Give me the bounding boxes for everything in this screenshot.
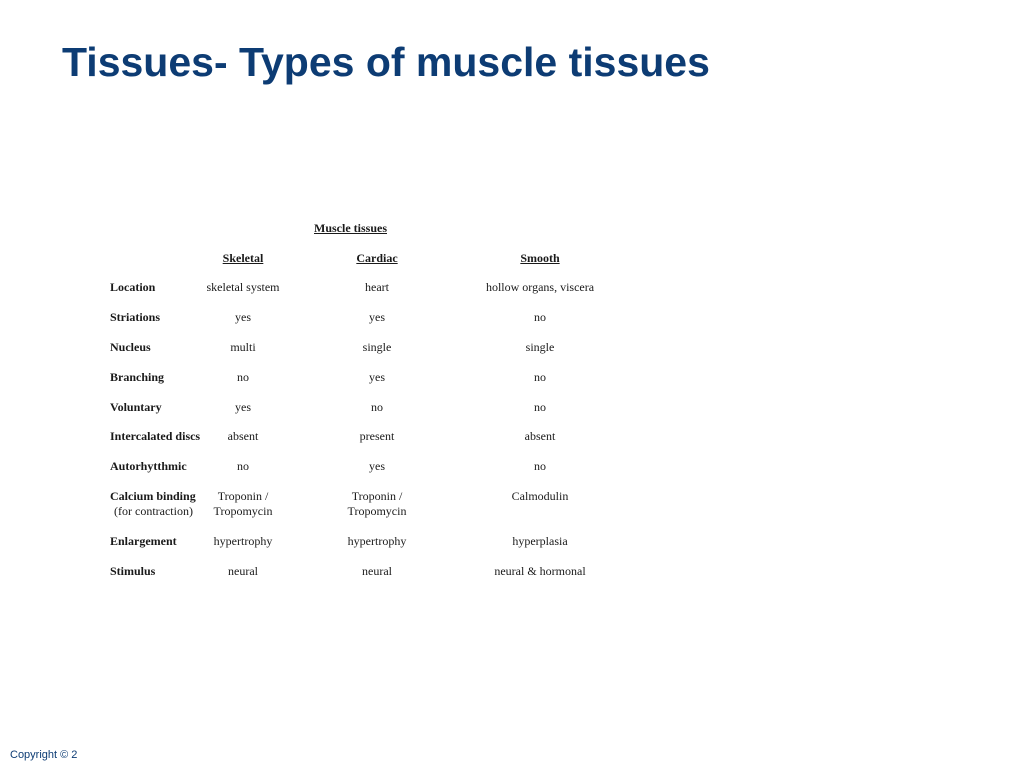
row-label-text: Voluntary: [110, 400, 162, 414]
row-label-autorhytthmic: [110, 459, 187, 474]
cell-branching-smooth: no: [534, 370, 546, 384]
cell-voluntary-skeletal: yes: [235, 400, 251, 414]
table-heading: Muscle tissues: [314, 221, 387, 235]
cell-calcium-binding-skeletal: Troponin / Tropomycin: [213, 489, 273, 518]
cell-voluntary-cardiac: no: [371, 400, 383, 414]
cell-voluntary-smooth: no: [534, 400, 546, 414]
column-header-skeletal: Skeletal: [222, 251, 264, 265]
row-label-enlargement: [110, 534, 177, 549]
slide-title: Tissues- Types of muscle tissues: [62, 39, 710, 85]
cell-stimulus-cardiac: neural: [362, 564, 392, 578]
cell-branching-cardiac: yes: [369, 370, 385, 384]
cell-nucleus-skeletal: multi: [230, 340, 256, 354]
cell-stimulus-skeletal: neural: [228, 564, 258, 578]
cell-branching-skeletal: no: [237, 370, 249, 384]
cell-nucleus-smooth: single: [525, 340, 555, 354]
copyright-footer: Copyright © 2: [10, 749, 78, 761]
row-label-text: Calcium binding: [110, 489, 196, 503]
cell-location-skeletal: skeletal system: [206, 280, 280, 294]
row-label-text: Intercalated discs: [110, 429, 201, 443]
row-label-voluntary: [110, 400, 162, 415]
column-header-smooth: Smooth: [520, 251, 560, 265]
cell-striations-skeletal: yes: [235, 310, 251, 324]
row-label-text: Nucleus: [110, 340, 151, 354]
row-label-text: Enlargement: [110, 534, 177, 548]
row-sublabel-text: (for contraction): [114, 504, 193, 518]
column-header-cardiac: Cardiac: [356, 251, 398, 265]
cell-stimulus-smooth: neural & hormonal: [494, 564, 586, 578]
row-label-location: [110, 280, 155, 295]
cell-autorhytthmic-cardiac: yes: [369, 459, 385, 473]
cell-enlargement-skeletal: hypertrophy: [213, 534, 273, 548]
cell-location-smooth: hollow organs, viscera: [485, 280, 595, 294]
cell-intercalated-discs-skeletal: absent: [227, 429, 259, 443]
row-label-stimulus: [110, 564, 155, 579]
row-label-striations: [110, 310, 160, 325]
cell-calcium-binding-smooth: Calmodulin: [511, 489, 569, 503]
row-label-calcium-binding: [110, 489, 196, 519]
cell-striations-cardiac: yes: [369, 310, 385, 324]
cell-intercalated-discs-cardiac: present: [359, 429, 395, 443]
row-label-branching: [110, 370, 164, 385]
row-label-intercalated-discs: [110, 429, 200, 444]
cell-striations-smooth: no: [534, 310, 546, 324]
row-label-text: Stimulus: [110, 564, 156, 578]
row-label-text: Branching: [110, 370, 165, 384]
muscle-tissue-table: [100, 210, 620, 590]
row-label-text: Autorhytthmic: [110, 459, 187, 473]
row-label-nucleus: [110, 340, 151, 355]
cell-enlargement-smooth: hyperplasia: [512, 534, 568, 548]
cell-enlargement-cardiac: hypertrophy: [347, 534, 407, 548]
cell-calcium-binding-cardiac: Troponin / Tropomycin: [347, 489, 407, 518]
row-label-text: Striations: [110, 310, 161, 324]
row-label-text: Location: [110, 280, 156, 294]
cell-autorhytthmic-skeletal: no: [237, 459, 249, 473]
cell-intercalated-discs-smooth: absent: [524, 429, 556, 443]
cell-nucleus-cardiac: single: [362, 340, 392, 354]
cell-location-cardiac: heart: [365, 280, 389, 294]
cell-autorhytthmic-smooth: no: [534, 459, 546, 473]
